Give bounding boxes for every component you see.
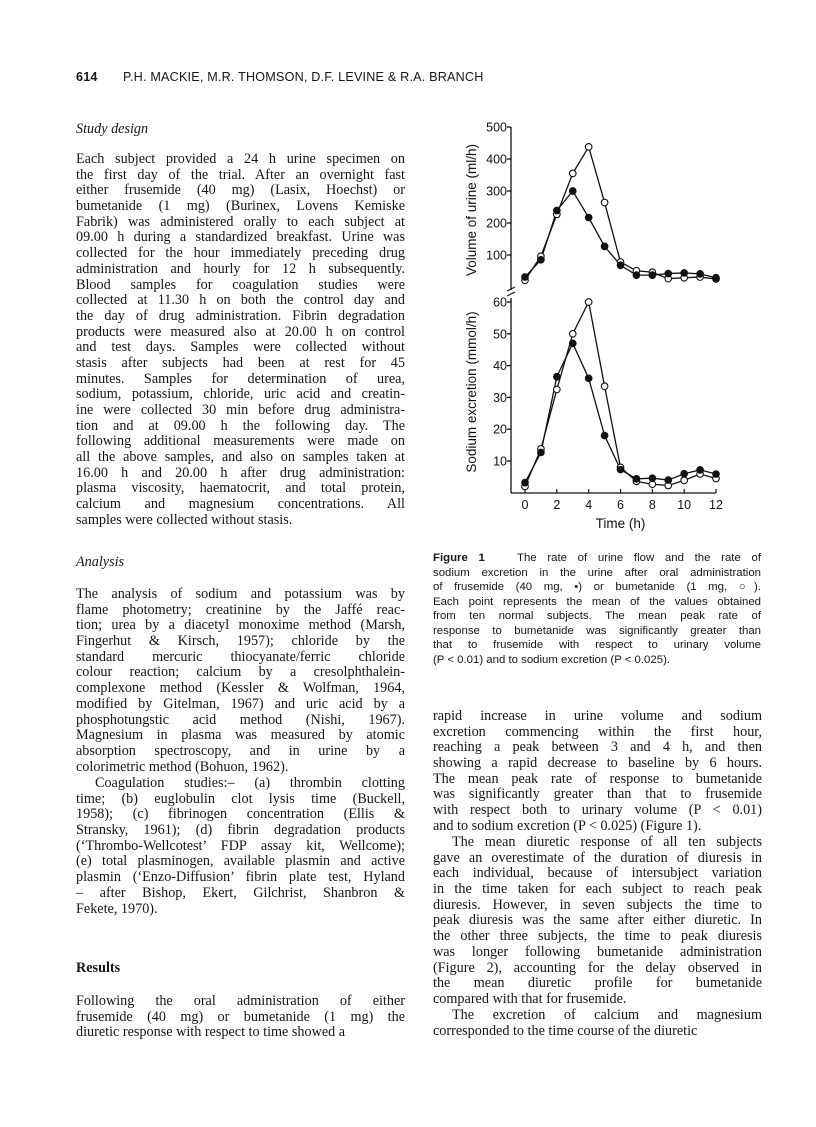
text-line: diuretic response with respect to time showed a: [76, 1024, 346, 1041]
data-point-bumetanide: [649, 269, 656, 276]
text-line: (e) total plasminogen, available plasmin and active: [76, 853, 405, 870]
text-line: bumetanide (1 mg) (Burinex, Lovens Kemiske: [76, 198, 405, 215]
x-tick-label: 6: [617, 498, 624, 512]
text-line: Each subject provided a 24 h urine specimen on: [76, 151, 405, 167]
text-line: Fabrik) was administered orally to each subject at: [76, 213, 405, 230]
text-line: either frusemide (40 mg) (Lasix, Hoechst) or: [76, 182, 405, 199]
text-line: absorption spectroscopy, and in urine by a: [76, 742, 405, 759]
text-line: administration and hourly for 12 h subsequently.: [76, 260, 405, 277]
paragraph-results: [76, 994, 405, 1041]
text-line: in the time taken for each subject to reach peak: [433, 881, 762, 898]
y-tick-label: 500: [486, 120, 507, 135]
text-line: frusemide (40 mg) or bumetanide (1 mg) the: [76, 1008, 405, 1025]
text-line: complexone method (Kessler & Wolfman, 1964,: [76, 680, 405, 697]
series-line-bumetanide: [525, 147, 716, 280]
text-line: Each point represents the mean of the values obtained: [433, 595, 761, 608]
text-line: response to bumetanide was significantly greater than: [433, 624, 761, 637]
data-point-frusemide: [665, 270, 672, 277]
text-line: gave an overestimate of the duration of diuresis in: [433, 849, 762, 866]
text-line: phosphotungstic acid method (Nishi, 1967).: [76, 711, 405, 728]
data-point-frusemide: [697, 467, 704, 474]
data-point-bumetanide: [601, 383, 608, 390]
text-line: colorimetric method (Bohuon, 1962).: [76, 758, 289, 775]
data-point-bumetanide: [713, 475, 720, 482]
text-line: (‘Thrombo-Wellcotest’ FDP assay kit, Wellcome);: [76, 837, 405, 854]
section-heading-study-design: Study design: [76, 121, 149, 137]
data-point-bumetanide: [681, 274, 688, 281]
text-line: The excretion of calcium and magnesium: [452, 1007, 762, 1023]
x-tick-label: 8: [648, 498, 656, 512]
data-point-bumetanide: [554, 386, 561, 393]
text-line: calcium and magnesium concentrations. All: [76, 496, 405, 513]
text-line: and test days. Samples were collected without: [76, 339, 405, 356]
text-line: corresponded to the time course of the diuretic: [433, 1022, 698, 1039]
section-heading-results: Results: [76, 960, 121, 976]
data-point-frusemide: [649, 475, 656, 482]
figure-label: Figure 1: [433, 552, 485, 564]
caption-line: [433, 551, 761, 566]
data-point-bumetanide: [538, 253, 545, 260]
text-line: 09.00 h during a standardized breakfast. Urine was: [76, 229, 405, 246]
paragraph-calcium-magnesium: [433, 1008, 762, 1039]
text-line: was longer following bumetanide administration: [433, 943, 762, 960]
text-line: showing a rapid decrease to baseline by 6 hours.: [433, 755, 762, 772]
text-line: with respect both to urinary volume (P < 0.01): [433, 802, 762, 819]
text-line: peak diuresis was the same after either diuretic. In: [433, 912, 762, 929]
data-point-frusemide: [522, 274, 529, 281]
x-tick-label: 10: [677, 498, 692, 512]
x-axis-label: Time (h): [595, 516, 646, 531]
data-point-bumetanide: [681, 477, 688, 484]
text-line: from ten normal subjects. The mean peak rate of: [433, 610, 761, 622]
data-point-frusemide: [554, 207, 561, 214]
text-line: (P < 0.01) and to sodium excretion (P < 0.025).: [433, 653, 671, 666]
data-point-bumetanide: [554, 211, 561, 218]
y-tick-label: 10: [493, 454, 507, 469]
y-axis-label: Sodium excretion (mmol/h): [464, 311, 479, 473]
data-point-bumetanide: [697, 471, 704, 478]
y-tick-label: 60: [493, 295, 507, 310]
text-line: The mean diuretic response of all ten subjects: [452, 834, 762, 850]
caption-first-line: The rate of urine flow and the rate of: [517, 552, 761, 564]
text-line: The mean peak rate of response to bumetanide: [433, 770, 762, 787]
text-line: tion and at 09.00 h the following day. The: [76, 417, 405, 434]
data-point-bumetanide: [585, 299, 592, 306]
text-line: Blood samples for coagulation studies were: [76, 276, 405, 293]
y-tick-label: 400: [486, 152, 507, 167]
text-line: each individual, because of intersubject variation: [433, 865, 762, 882]
axis-break-mark: [507, 287, 515, 291]
x-tick-label: 2: [553, 498, 561, 512]
data-point-frusemide: [681, 470, 688, 477]
data-point-frusemide: [585, 375, 592, 382]
text-line: the other three subjects, the time to peak diuresis: [433, 928, 762, 945]
data-point-bumetanide: [601, 199, 608, 206]
y-tick-label: 300: [486, 184, 507, 199]
text-line: collected at 11.30 h on both the control day and: [76, 292, 405, 309]
data-point-frusemide: [649, 272, 656, 279]
y-tick-label: 30: [493, 390, 507, 405]
text-line: plasma viscosity, haematocrit, and total protein,: [76, 480, 405, 497]
text-line: minutes. Samples for determination of urea,: [76, 370, 405, 387]
text-line: (Figure 2), accounting for the delay observed in: [433, 959, 762, 976]
data-point-bumetanide: [522, 483, 529, 490]
text-line: plasmin (‘Enzo-Diffusion’ fibrin plate test, Hyland: [76, 869, 405, 886]
data-point-frusemide: [681, 270, 688, 277]
data-point-frusemide: [633, 272, 640, 279]
text-line: the mean diuretic profile for bumetanide: [433, 975, 762, 992]
data-point-bumetanide: [585, 144, 592, 151]
text-line: colour reaction; calcium by a cresolphthalein-: [76, 664, 405, 681]
data-point-frusemide: [554, 373, 561, 380]
text-line: collected for the hour immediately preceding drug: [76, 245, 405, 262]
text-line: all the above samples, and also on samples taken at: [76, 449, 405, 466]
text-line: diuresis. However, in seven subjects the time to: [433, 896, 762, 913]
y-tick-label: 100: [486, 248, 507, 263]
data-point-frusemide: [569, 340, 576, 347]
data-point-frusemide: [617, 466, 624, 473]
paragraph-results-continued: [433, 709, 762, 835]
text-line: Coagulation studies:– (a) thrombin clotting: [95, 775, 405, 791]
data-point-frusemide: [522, 479, 529, 486]
data-point-bumetanide: [665, 482, 672, 489]
text-line: ine were collected 30 min before drug administra-: [76, 402, 405, 418]
data-point-bumetanide: [649, 481, 656, 488]
series-line-frusemide: [525, 343, 716, 482]
figure-caption: [433, 551, 761, 667]
paragraph-analysis: [76, 587, 405, 775]
data-point-bumetanide: [697, 274, 704, 281]
x-tick-label: 4: [585, 498, 593, 512]
data-point-frusemide: [665, 477, 672, 484]
data-point-bumetanide: [665, 275, 672, 282]
data-point-frusemide: [585, 214, 592, 221]
data-point-bumetanide: [617, 259, 624, 266]
data-point-bumetanide: [633, 267, 640, 274]
section-heading-analysis: Analysis: [76, 554, 125, 570]
text-line: standard mercuric thiocyanate/ferric chloride: [76, 648, 405, 665]
data-point-frusemide: [617, 262, 624, 269]
data-point-frusemide: [697, 271, 704, 278]
text-line: sodium excretion in the urine after oral administration: [433, 566, 761, 579]
y-tick-label: 200: [486, 216, 507, 231]
text-line: products were measured also at 20.00 h on control: [76, 323, 405, 340]
text-line: rapid increase in urine volume and sodium: [433, 708, 762, 724]
text-line: 16.00 h and 20.00 h after drug administration:: [76, 464, 405, 481]
caption-lines: [433, 566, 761, 668]
text-line: time; (b) euglobulin clot lysis time (Buckell,: [76, 790, 405, 807]
text-line: modified by Gitelman, 1967) and uric acid by a: [76, 695, 405, 712]
data-point-frusemide: [713, 471, 720, 478]
data-point-bumetanide: [522, 277, 529, 284]
text-line: following additional measurements were made on: [76, 433, 405, 450]
series-line-bumetanide: [525, 302, 716, 486]
data-point-bumetanide: [569, 170, 576, 177]
text-line: Stransky, 1961); (d) fibrin degradation products: [76, 822, 405, 839]
x-tick-label: 12: [709, 498, 723, 512]
data-point-bumetanide: [538, 446, 545, 453]
data-point-frusemide: [633, 476, 640, 483]
data-point-frusemide: [713, 274, 720, 281]
text-line: 1958); (c) fibrinogen concentration (Ellis &: [76, 806, 405, 823]
data-point-bumetanide: [617, 464, 624, 471]
y-tick-label: 50: [493, 327, 507, 342]
text-line: Magnesium in plasma was measured by atomic: [76, 727, 405, 744]
running-header-authors: P.H. MACKIE, M.R. THOMSON, D.F. LEVINE & R.A. BRANCH: [123, 70, 484, 84]
text-line: samples were collected without stasis.: [76, 511, 293, 528]
data-point-frusemide: [601, 432, 608, 439]
x-tick-label: 0: [521, 498, 529, 512]
data-point-frusemide: [538, 449, 545, 456]
text-line: compared with that for frusemide.: [433, 990, 627, 1007]
series-line-frusemide: [525, 191, 716, 278]
paragraph-intersubject-variation: [433, 835, 762, 1008]
text-line: tion; urea by a diacetyl monoxime method (Marsh,: [76, 617, 405, 634]
text-line: Fingerhut & Kirsch, 1957); chloride by the: [76, 633, 405, 650]
y-tick-label: 40: [493, 359, 507, 374]
y-axis-label: Volume of urine (ml/h): [464, 143, 479, 277]
y-tick-label: 20: [493, 422, 507, 437]
text-line: that to frusemide with respect to urinary volume: [433, 639, 761, 651]
text-line: the day of drug administration. Fibrin degradation: [76, 307, 405, 324]
data-point-frusemide: [538, 257, 545, 264]
text-line: Fekete, 1970).: [76, 900, 158, 917]
data-point-bumetanide: [713, 276, 720, 283]
page-number: 614: [76, 70, 98, 84]
text-line: was significantly greater than that to frusemide: [433, 786, 762, 803]
text-line: – after Bishop, Ekert, Gilchrist, Shanbron &: [76, 884, 405, 901]
text-line: the first day of the trial. After an overnight fast: [76, 166, 405, 183]
text-line: reaching a peak between 3 and 4 h, and then: [433, 739, 762, 756]
data-point-frusemide: [569, 188, 576, 195]
text-line: and to sodium excretion (P < 0.025) (Figure 1).: [433, 817, 702, 834]
text-line: of frusemide (40 mg, •) or bumetanide (1 mg, ○).: [433, 581, 761, 593]
text-line: flame photometry; creatinine by the Jaffé reac-: [76, 601, 405, 618]
text-line: excretion commencing within the first hour,: [433, 723, 762, 740]
text-line: stasis after subjects had been at rest for 45: [76, 354, 405, 371]
text-line: Following the oral administration of either: [76, 993, 405, 1009]
text-line: sodium, potassium, chloride, uric acid and creatin-: [76, 386, 405, 403]
text-line: The analysis of sodium and potassium was by: [76, 586, 405, 602]
axis-break-mark: [507, 292, 515, 296]
data-point-bumetanide: [569, 331, 576, 338]
paragraph-study-design: [76, 152, 405, 529]
paragraph-coagulation: [76, 776, 405, 917]
data-point-bumetanide: [633, 478, 640, 485]
data-point-frusemide: [601, 243, 608, 250]
